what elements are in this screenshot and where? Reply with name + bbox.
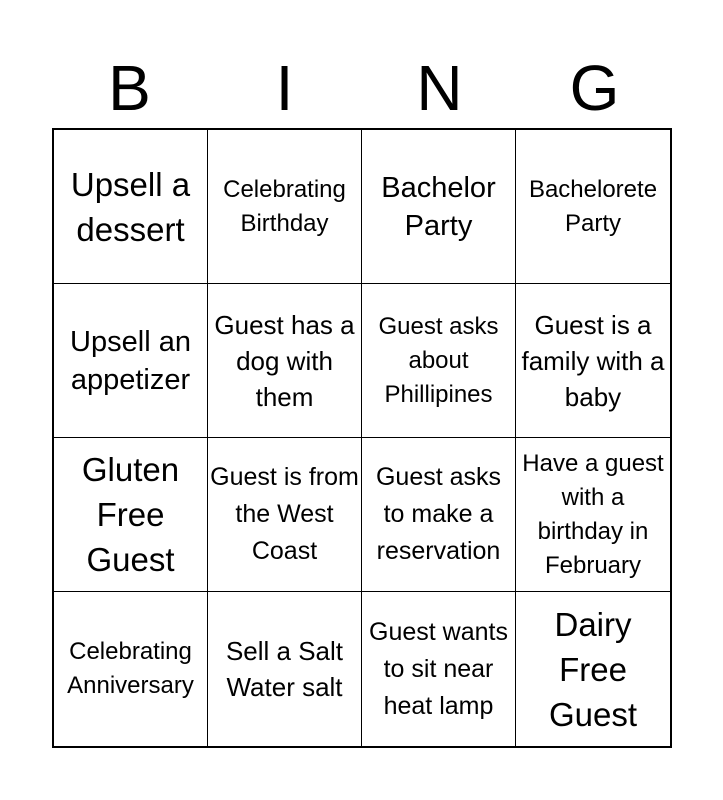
bingo-cell[interactable] <box>54 438 208 592</box>
cell-text: Have a guest with a birthday in February <box>522 449 664 579</box>
cell-text: Bachelor Party <box>381 171 496 242</box>
cell-text: Upsell a dessert <box>70 165 191 248</box>
bingo-cell[interactable] <box>362 284 516 438</box>
bingo-cell[interactable] <box>208 284 362 438</box>
cell-text: Sell a Salt Water salt <box>225 636 344 702</box>
bingo-cell[interactable] <box>54 284 208 438</box>
cell-text: Celebrating Birthday <box>223 175 346 237</box>
bingo-cell[interactable] <box>54 592 208 746</box>
bingo-cell[interactable] <box>208 438 362 592</box>
bingo-cell[interactable] <box>516 592 670 746</box>
bingo-cell[interactable] <box>516 130 670 284</box>
cell-text: Guest has a dog with them <box>214 309 355 412</box>
cell-text: Upsell an appetizer <box>70 325 191 396</box>
bingo-cell[interactable] <box>362 592 516 746</box>
cell-text: Gluten Free Guest <box>81 451 180 578</box>
bingo-board <box>52 128 672 748</box>
bingo-cell[interactable] <box>54 130 208 284</box>
cell-text: Guest is a family with a baby <box>521 309 665 412</box>
cell-text: Dairy Free Guest <box>548 605 638 733</box>
cell-text: Guest asks to make a reservation <box>375 463 502 565</box>
bingo-cell[interactable] <box>362 130 516 284</box>
bingo-header <box>52 52 672 124</box>
bingo-cell[interactable] <box>516 438 670 592</box>
header-letter-n: N <box>416 52 463 124</box>
header-letter-g: G <box>569 52 620 124</box>
cell-text: Guest is from the West Coast <box>210 463 359 565</box>
cell-text: Bachelorete Party <box>528 175 658 237</box>
cell-text: Guest asks about Phillipines <box>378 312 499 408</box>
header-letter-b: B <box>108 52 151 124</box>
cell-text: Celebrating Anniversary <box>67 638 194 699</box>
cell-text: Guest wants to sit near heat lamp <box>369 617 508 720</box>
bingo-cell[interactable] <box>208 592 362 746</box>
bingo-cell[interactable] <box>362 438 516 592</box>
bingo-cell[interactable] <box>208 130 362 284</box>
bingo-cell[interactable] <box>516 284 670 438</box>
header-letter-i: I <box>275 52 294 124</box>
